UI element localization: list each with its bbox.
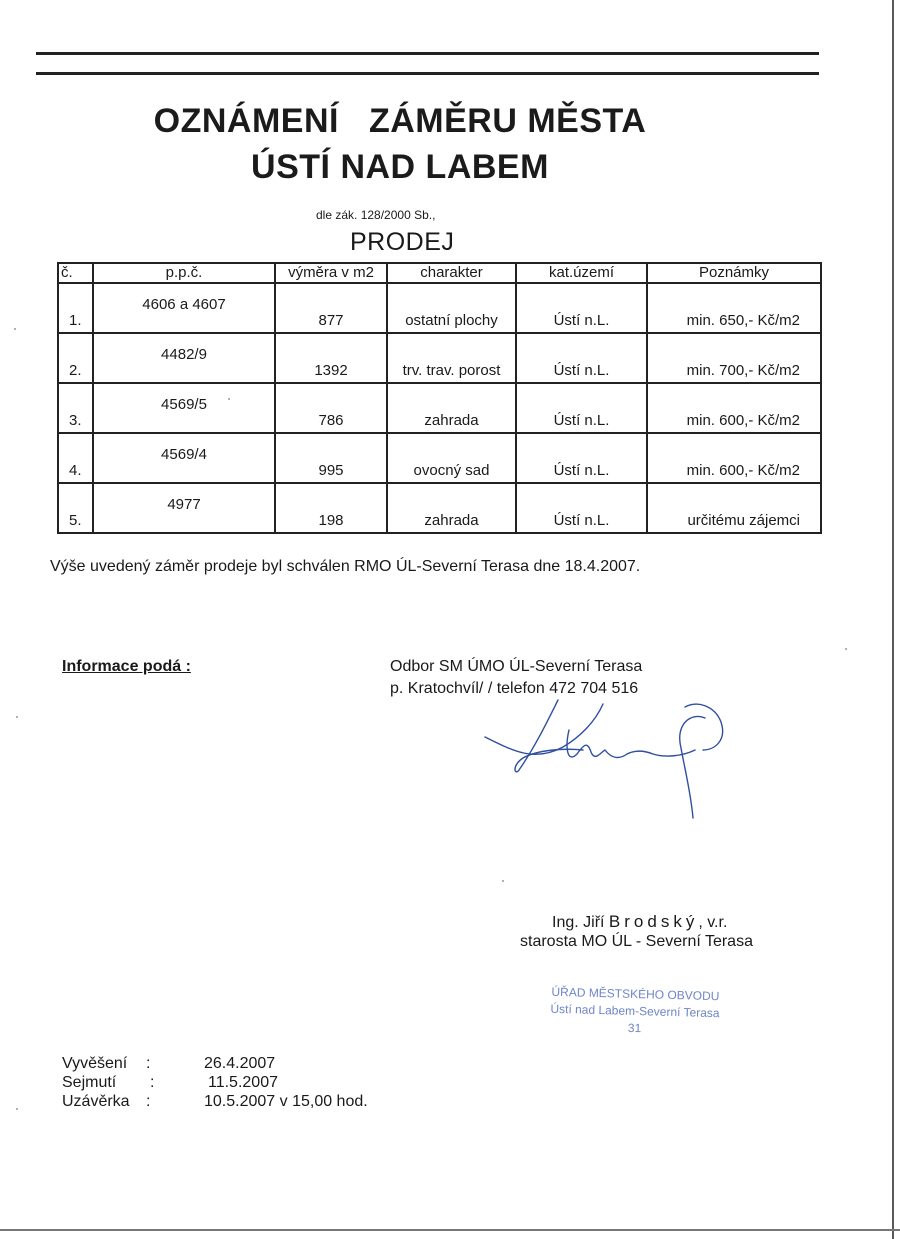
header-notes: Poznámky xyxy=(647,263,821,283)
cell-character: trv. trav. porost xyxy=(387,333,516,383)
cell-notes: min. 650,- Kč/m2 xyxy=(647,283,821,333)
scan-speck xyxy=(16,1108,18,1110)
cell-cadastre: Ústí n.L. xyxy=(516,383,647,433)
table-row xyxy=(58,333,821,383)
header-cadastre: kat.území xyxy=(516,263,647,283)
table-row xyxy=(58,433,821,483)
header-area: výměra v m2 xyxy=(275,263,387,283)
cell-cadastre: Ústí n.L. xyxy=(516,283,647,333)
signer-name xyxy=(552,912,727,932)
cell-cadastre: Ústí n.L. xyxy=(516,483,647,533)
title-word-1: OZNÁMENÍ xyxy=(153,102,339,140)
date-value: 26.4.2007 xyxy=(204,1055,276,1072)
cell-character: zahrada xyxy=(387,483,516,533)
cell-number: 2. xyxy=(58,333,93,383)
title-word-2: ZÁMĚRU MĚSTA xyxy=(368,102,647,140)
cell-area: 198 xyxy=(275,483,387,533)
scan-speck xyxy=(14,328,16,330)
cell-area: 786 xyxy=(275,383,387,433)
table-row xyxy=(58,483,821,533)
title-line-1 xyxy=(0,102,800,141)
table-row xyxy=(58,383,821,433)
cell-area: 995 xyxy=(275,433,387,483)
cell-parcel: 4482/9 xyxy=(93,333,275,383)
date-row-deadline xyxy=(62,1092,368,1111)
sale-table xyxy=(57,262,822,534)
second-rule xyxy=(36,72,819,75)
header-character: charakter xyxy=(387,263,516,283)
info-contact: p. Kratochvíl/ / telefon 472 704 516 xyxy=(390,680,639,697)
scan-speck xyxy=(16,716,18,718)
stamp-line-2: Ústí nad Labem-Severní Terasa xyxy=(550,1001,720,1021)
cell-character: ostatní plochy xyxy=(387,283,516,333)
cell-parcel: 4606 a 4607 xyxy=(93,283,275,333)
cell-notes: min. 600,- Kč/m2 xyxy=(647,433,821,483)
cell-cadastre: Ústí n.L. xyxy=(516,333,647,383)
info-department: Odbor SM ÚMO ÚL-Severní Terasa xyxy=(390,658,643,675)
cell-parcel: 4977 xyxy=(93,483,275,533)
stamp-line-3: 31 xyxy=(627,1020,642,1036)
cell-notes: min. 700,- Kč/m2 xyxy=(647,333,821,383)
cell-area: 877 xyxy=(275,283,387,333)
signer-suffix: , v.r. xyxy=(698,914,728,931)
table-row xyxy=(58,283,821,333)
signer-role: starosta MO ÚL - Severní Terasa xyxy=(520,933,753,950)
cell-number: 1. xyxy=(58,283,93,333)
cell-number: 4. xyxy=(58,433,93,483)
scan-speck xyxy=(845,648,847,650)
header-number: č. xyxy=(58,263,93,283)
date-colon: : xyxy=(150,1074,155,1091)
posting-dates xyxy=(62,1054,368,1111)
cell-parcel: 4569/4 xyxy=(93,433,275,483)
table-header-row xyxy=(58,263,821,283)
top-rule xyxy=(36,52,819,55)
date-colon: : xyxy=(146,1093,151,1110)
scan-edge-right xyxy=(892,0,894,1239)
date-value: 11.5.2007 xyxy=(208,1074,278,1091)
scan-speck xyxy=(228,398,230,400)
section-heading: PRODEJ xyxy=(350,228,455,256)
info-label: Informace podá : xyxy=(62,658,191,675)
scan-edge-bottom xyxy=(0,1229,900,1231)
cell-parcel: 4569/5 xyxy=(93,383,275,433)
cell-character: ovocný sad xyxy=(387,433,516,483)
cell-number: 5. xyxy=(58,483,93,533)
cell-character: zahrada xyxy=(387,383,516,433)
cell-cadastre: Ústí n.L. xyxy=(516,433,647,483)
date-label: Uzávěrka xyxy=(62,1093,130,1110)
date-row-removed xyxy=(62,1073,368,1092)
handwritten-signature xyxy=(475,692,745,832)
cell-area: 1392 xyxy=(275,333,387,383)
cell-notes: určitému zájemci xyxy=(647,483,821,533)
header-parcel: p.p.č. xyxy=(93,263,275,283)
stamp-line-1: ÚŘAD MĚSTSKÉHO OBVODU xyxy=(551,984,720,1004)
title-line-2: ÚSTÍ NAD LABEM xyxy=(251,148,549,186)
date-label: Sejmutí xyxy=(62,1074,117,1091)
signer-prefix: Ing. Jiří xyxy=(552,914,605,931)
cell-number: 3. xyxy=(58,383,93,433)
office-stamp xyxy=(519,983,750,1040)
date-colon: : xyxy=(146,1055,151,1072)
scan-speck xyxy=(502,880,504,882)
date-label: Vyvěšení xyxy=(62,1055,128,1072)
signer-surname: Brodský xyxy=(608,912,699,931)
law-reference: dle zák. 128/2000 Sb., xyxy=(316,208,436,222)
approval-statement: Výše uvedený záměr prodeje byl schválen RMO ÚL-Severní Terasa dne 18.4.2007. xyxy=(50,558,641,575)
cell-notes: min. 600,- Kč/m2 xyxy=(647,383,821,433)
date-row-posted xyxy=(62,1054,368,1073)
date-value: 10.5.2007 v 15,00 hod. xyxy=(204,1093,368,1110)
